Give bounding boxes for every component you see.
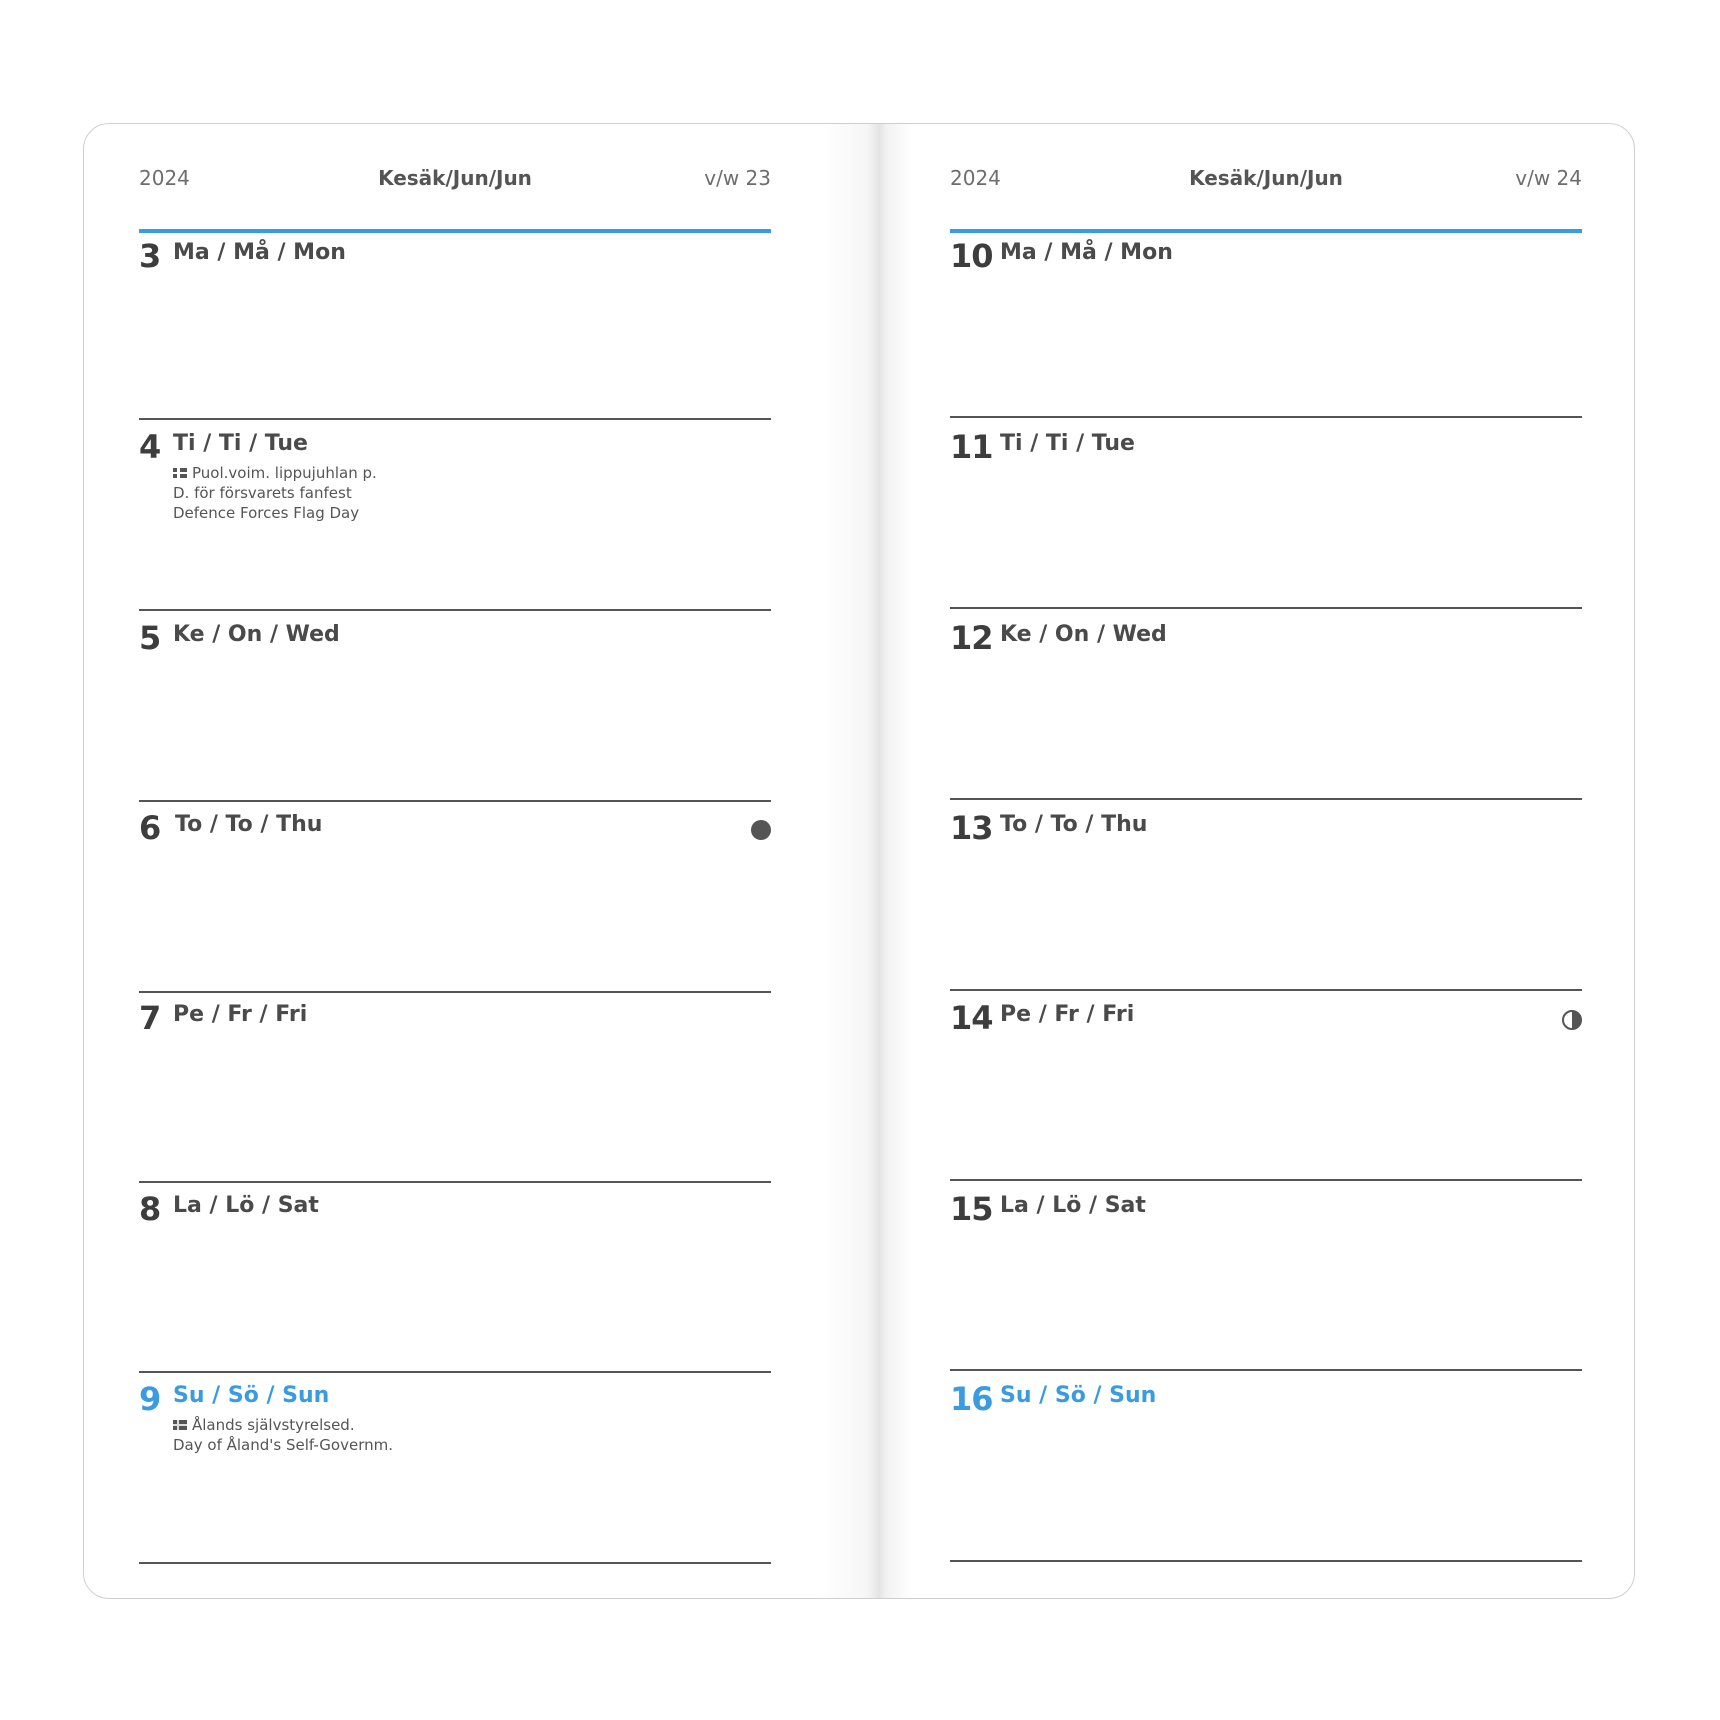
day-label: Su / Sö / Sun	[173, 1383, 330, 1408]
month-label: Kesäk/Jun/Jun	[378, 166, 532, 190]
day-label: Ke / On / Wed	[1000, 622, 1167, 647]
day-separator	[139, 418, 771, 420]
day-number: 15	[950, 1190, 993, 1228]
year-label: 2024	[139, 166, 190, 190]
header-rule	[139, 229, 771, 233]
day-number: 7	[139, 999, 161, 1037]
day-number: 5	[139, 619, 161, 657]
week-label: v/w 24	[1515, 166, 1582, 190]
month-label: Kesäk/Jun/Jun	[1189, 166, 1343, 190]
day-separator	[950, 989, 1582, 991]
day-number: 10	[950, 237, 993, 275]
day-separator	[139, 991, 771, 993]
left-page	[139, 124, 771, 1598]
day-number: 14	[950, 999, 993, 1037]
day-label: To / To / Thu	[175, 812, 323, 837]
day-label: Ti / Ti / Tue	[1000, 431, 1135, 456]
day-number: 3	[139, 237, 161, 275]
day-separator	[139, 800, 771, 802]
day-separator	[950, 1179, 1582, 1181]
day-separator	[950, 607, 1582, 609]
header-rule	[950, 229, 1582, 233]
day-label: Pe / Fr / Fri	[173, 1002, 308, 1027]
day-number: 12	[950, 619, 993, 657]
note-line: Day of Åland's Self-Governm.	[173, 1436, 394, 1454]
day-label: La / Lö / Sat	[173, 1193, 319, 1218]
day-number: 6	[139, 809, 161, 847]
holiday-note	[173, 463, 377, 523]
note-line: Defence Forces Flag Day	[173, 504, 360, 522]
day-separator	[950, 416, 1582, 418]
day-label: Ti / Ti / Tue	[173, 431, 308, 456]
note-line: Puol.voim. lippujuhlan p.	[192, 464, 377, 482]
page-header	[139, 166, 771, 196]
day-label: To / To / Thu	[1000, 812, 1148, 837]
day-separator	[139, 1371, 771, 1373]
note-line: Ålands självstyrelsed.	[192, 1416, 355, 1434]
day-label: Pe / Fr / Fri	[1000, 1002, 1135, 1027]
day-number: 16	[950, 1380, 993, 1418]
day-separator	[950, 798, 1582, 800]
day-separator	[139, 1562, 771, 1564]
day-label: Su / Sö / Sun	[1000, 1383, 1157, 1408]
book-spine	[822, 124, 912, 1598]
day-label: Ma / Må / Mon	[173, 240, 346, 265]
year-label: 2024	[950, 166, 1001, 190]
day-label: La / Lö / Sat	[1000, 1193, 1146, 1218]
planner-spread	[83, 123, 1635, 1599]
day-separator	[950, 1369, 1582, 1371]
aland-flag-icon	[173, 1420, 187, 1430]
day-label: Ma / Må / Mon	[1000, 240, 1173, 265]
day-label: Ke / On / Wed	[173, 622, 340, 647]
day-number: 9	[139, 1380, 161, 1418]
note-line: D. för försvarets fanfest	[173, 484, 352, 502]
day-separator	[139, 1181, 771, 1183]
day-number: 8	[139, 1190, 161, 1228]
finland-flag-icon	[173, 468, 187, 478]
half-moon-icon	[1562, 1010, 1582, 1030]
full-moon-icon	[751, 820, 771, 840]
day-separator	[950, 1560, 1582, 1562]
week-label: v/w 23	[704, 166, 771, 190]
day-number: 11	[950, 428, 993, 466]
day-number: 13	[950, 809, 993, 847]
day-number: 4	[139, 428, 161, 466]
right-page	[950, 124, 1582, 1598]
day-separator	[139, 609, 771, 611]
page-header	[950, 166, 1582, 196]
holiday-note	[173, 1415, 393, 1455]
